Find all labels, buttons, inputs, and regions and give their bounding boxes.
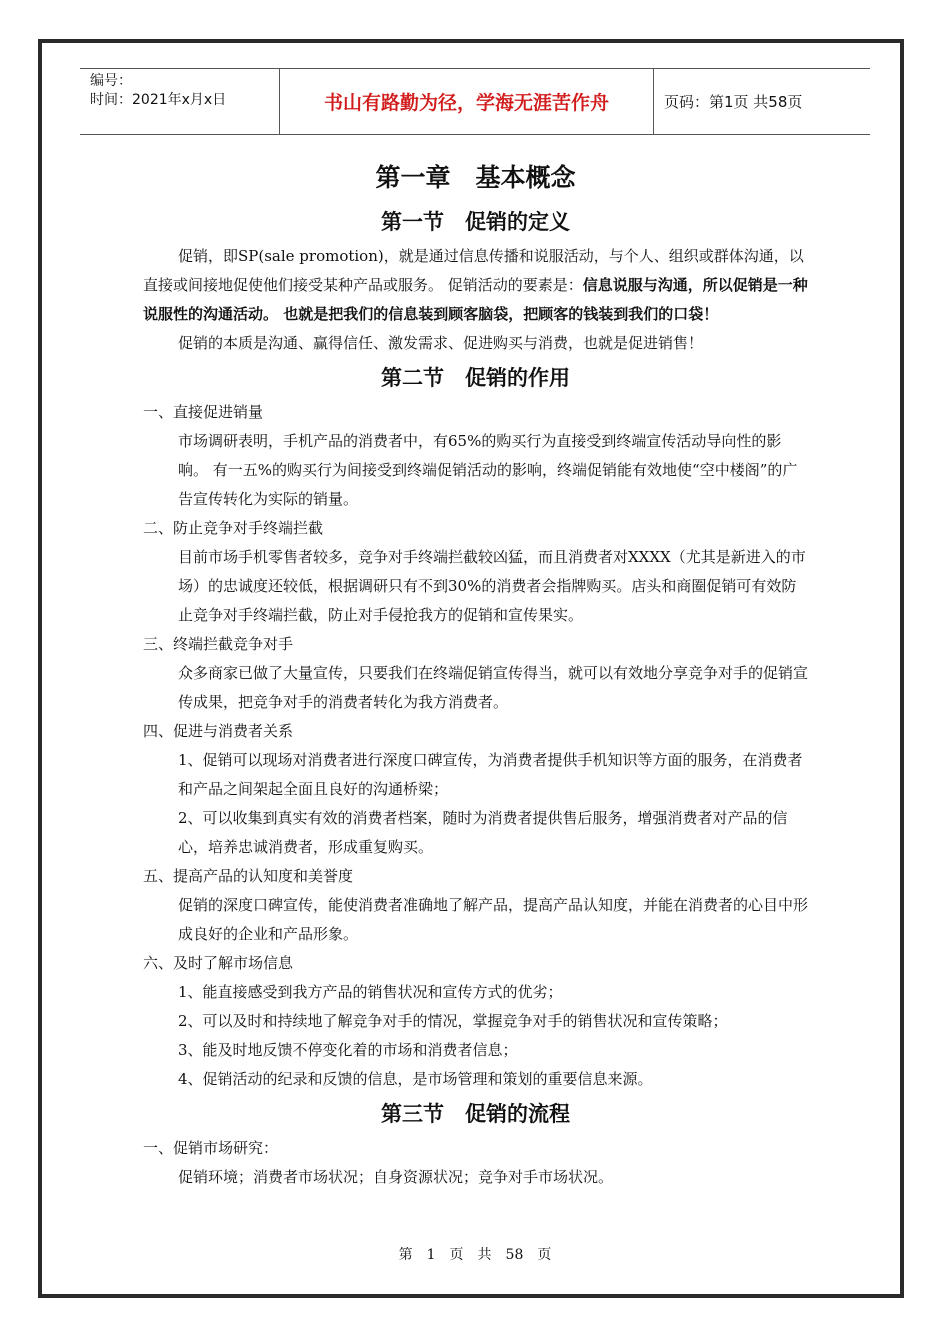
definition-text: 促销，即SP(sale promotion)，就是通过信息传播和说服活动，与个人、组织或群体沟通，以直接或间接地促使他们接受某种产品或服务。 促销活动的要素是： [143, 247, 804, 294]
section-title-process: 第三节 促销的流程 [381, 1102, 570, 1126]
list-item-text: 促销的深度口碑宣传，能使消费者准确地了解产品，提高产品认知度，并能在消费者的心目中形成良好的企业和产品形象。 [178, 896, 809, 943]
header-motto: 书山有路勤为径，学海无涯苦作舟 [280, 69, 654, 134]
list-heading: 二、防止竞争对手终端拦截 [143, 519, 324, 537]
header-page-number: 页码：第1页 共58页 [664, 93, 803, 111]
document-number-label: 编号： [90, 73, 132, 89]
chapter-title: 第一章 基本概念 [375, 163, 576, 192]
list-heading: 四、促进与消费者关系 [143, 722, 294, 740]
paragraph-essence: 促销的本质是沟通、赢得信任、激发需求、促进购买与消费，也就是促进销售！ [178, 334, 704, 352]
list-item-text: 目前市场手机零售者较多，竞争对手终端拦截较凶猛，而且消费者对XXXX（尤其是新进入的市场）的忠诚度还较低，根据调研只有不到30%的消费者会指牌购买。店头和商圈促销可有效防止竞争对手终端拦截，防止对手侵抢我方的促销和宣传果实。 [178, 548, 806, 624]
list-item-text: 市场调研表明，手机产品的消费者中，有65%的购买行为直接受到终端宣传活动导向性的影响。 有一五%的购买行为间接受到终端促销活动的影响，终端促销能有效地使“空中楼阁”的广告宣传转化为实际的销量。 [178, 432, 798, 508]
definition-emphasis: 信息说服与沟通，所以促销是一种说服性的沟通活动。 也就是把我们的信息装到顾客脑袋，把顾客的钱装到我们的口袋！ [143, 276, 808, 323]
date-label: 时间：2021年x月x日 [90, 92, 227, 108]
list-item-text: 众多商家已做了大量宣传，只要我们在终端促销宣传得当，就可以有效地分享竞争对手的促销宣传成果，把竞争对手的消费者转化为我方消费者。 [178, 664, 809, 711]
list-heading: 一、直接促进销量 [143, 403, 264, 421]
list-item-text: 2、可以收集到真实有效的消费者档案，随时为消费者提供售后服务，增强消费者对产品的信心，培养忠诚消费者，形成重复购买。 [178, 809, 788, 856]
list-heading: 三、终端拦截竞争对手 [143, 635, 294, 653]
document-body [143, 150, 808, 1192]
list-item-text: 1、促销可以现场对消费者进行深度口碑宣传，为消费者提供手机知识等方面的服务，在消费者和产品之间架起全面且良好的沟通桥梁； [178, 751, 803, 798]
list-item-text: 3、能及时地反馈不停变化着的市场和消费者信息； [178, 1041, 518, 1059]
page-footer: 第 1 页 共 58 页 [398, 1247, 552, 1263]
list-item-text: 2、可以及时和持续地了解竞争对手的情况，掌握竞争对手的销售状况和宣传策略； [178, 1012, 728, 1030]
paragraph-definition [143, 242, 808, 329]
list-item-text: 促销环境；消费者市场状况；自身资源状况；竞争对手市场状况。 [178, 1168, 614, 1186]
list-heading: 五、提高产品的认知度和美誉度 [143, 867, 354, 885]
page-header [80, 68, 870, 135]
section-title-definition: 第一节 促销的定义 [381, 210, 570, 234]
list-heading: 一、促销市场研究： [143, 1139, 279, 1157]
list-heading: 六、及时了解市场信息 [143, 954, 294, 972]
header-meta [80, 69, 280, 134]
list-item-text: 4、促销活动的纪录和反馈的信息，是市场管理和策划的重要信息来源。 [178, 1070, 653, 1088]
list-item-text: 1、能直接感受到我方产品的销售状况和宣传方式的优劣； [178, 983, 563, 1001]
section-title-function: 第二节 促销的作用 [381, 366, 570, 390]
